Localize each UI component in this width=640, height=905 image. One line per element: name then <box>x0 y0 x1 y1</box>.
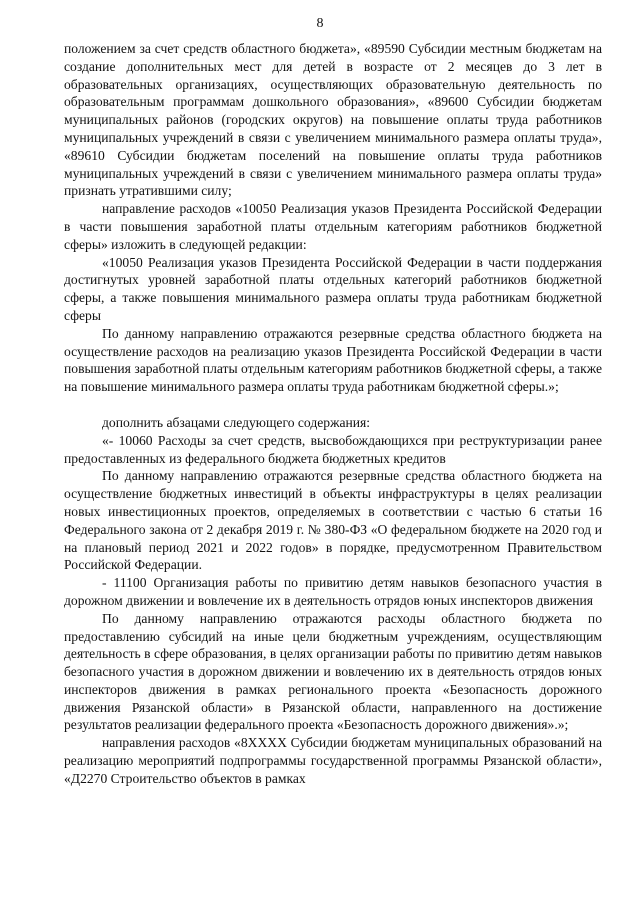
document-body <box>64 40 602 788</box>
paragraph-spacer <box>64 396 602 414</box>
paragraph: направления расходов «8ХХХХ Субсидии бюджетам муниципальных образований на реализацию мероприятий подпрограммы государственной программы Рязанской области», «Д2270 Строительство объектов в рамках <box>64 735 602 786</box>
page-number: 8 <box>316 16 324 31</box>
paragraph: По данному направлению отражаются расходы областного бюджета по предоставлению субсидий на иные цели бюджетным учреждениям, осуществляющим деятельность в сфере образования, в целях организации работы по привитию детям навыков безопасного участия в дорожном движении и вовлечению их в деятельность отрядов юных инспекторов движения в рамках регионального проекта «Безопасность дорожного движения Рязанской области» в Рязанской области, направленного на достижение результатов реализации федерального проекта «Безопасность дорожного движения».»; <box>64 610 602 733</box>
paragraph: По данному направлению отражаются резервные средства областного бюджета на осуществление расходов на реализацию указов Президента Российской Федерации в части повышения заработной платы отдельным категориям работников бюджетной сферы, а также на повышение минимального размера оплаты труда работникам бюджетной сферы.»; <box>64 325 602 395</box>
paragraph: направление расходов «10050 Реализация указов Президента Российской Федерации в части повышения заработной платы отдельным категориям работников бюджетной сферы» изложить в следующей редакции: <box>64 201 602 252</box>
paragraph: «- 10060 Расходы за счет средств, высвобождающихся при реструктуризации ранее предоставленных из федерального бюджета бюджетных кредитов <box>64 432 602 466</box>
paragraph: «10050 Реализация указов Президента Российской Федерации в части поддержания достигнутых уровней заработной платы отдельных категорий работников бюджетной сферы, а также повышения минимального размера оплаты труда работникам бюджетной сферы <box>64 254 602 323</box>
paragraph: - 11100 Организация работы по привитию детям навыков безопасного участия в дорожном движении и вовлечение их в деятельность отрядов юных инспекторов движения <box>64 575 602 608</box>
paragraph: дополнить абзацами следующего содержания: <box>102 414 371 430</box>
paragraph: положением за счет средств областного бюджета», «89590 Субсидии местным бюджетам на создание дополнительных мест для детей в возрасте от 2 месяцев до 3 лет в образовательных организациях, осуществляющих образовательную деятельность по образовательным программам дошкольного образования», «89600 Субсидии бюджетам муниципальных районов (городских округов) на повышение оплаты труда работников муниципальных учреждений в связи с увеличением минимального размера оплаты труда», «89610 Субсидии бюджетам поселений на повышение оплаты труда работников муниципальных учреждений в связи с увеличением минимального размера оплаты труда» признать утратившими силу; <box>64 41 602 199</box>
paragraph: По данному направлению отражаются резервные средства областного бюджета на осуществление бюджетных инвестиций в объекты инфраструктуры в целях реализации новых инвестиционных проектов, определяемых в соответствии с частью 6 статьи 16 Федерального закона от 2 декабря 2019 г. № 380-ФЗ «О федеральном бюджете на 2020 год и на плановый период 2021 и 2022 годов» в порядке, предусмотренном Правительством Российской Федерации. <box>64 468 602 573</box>
